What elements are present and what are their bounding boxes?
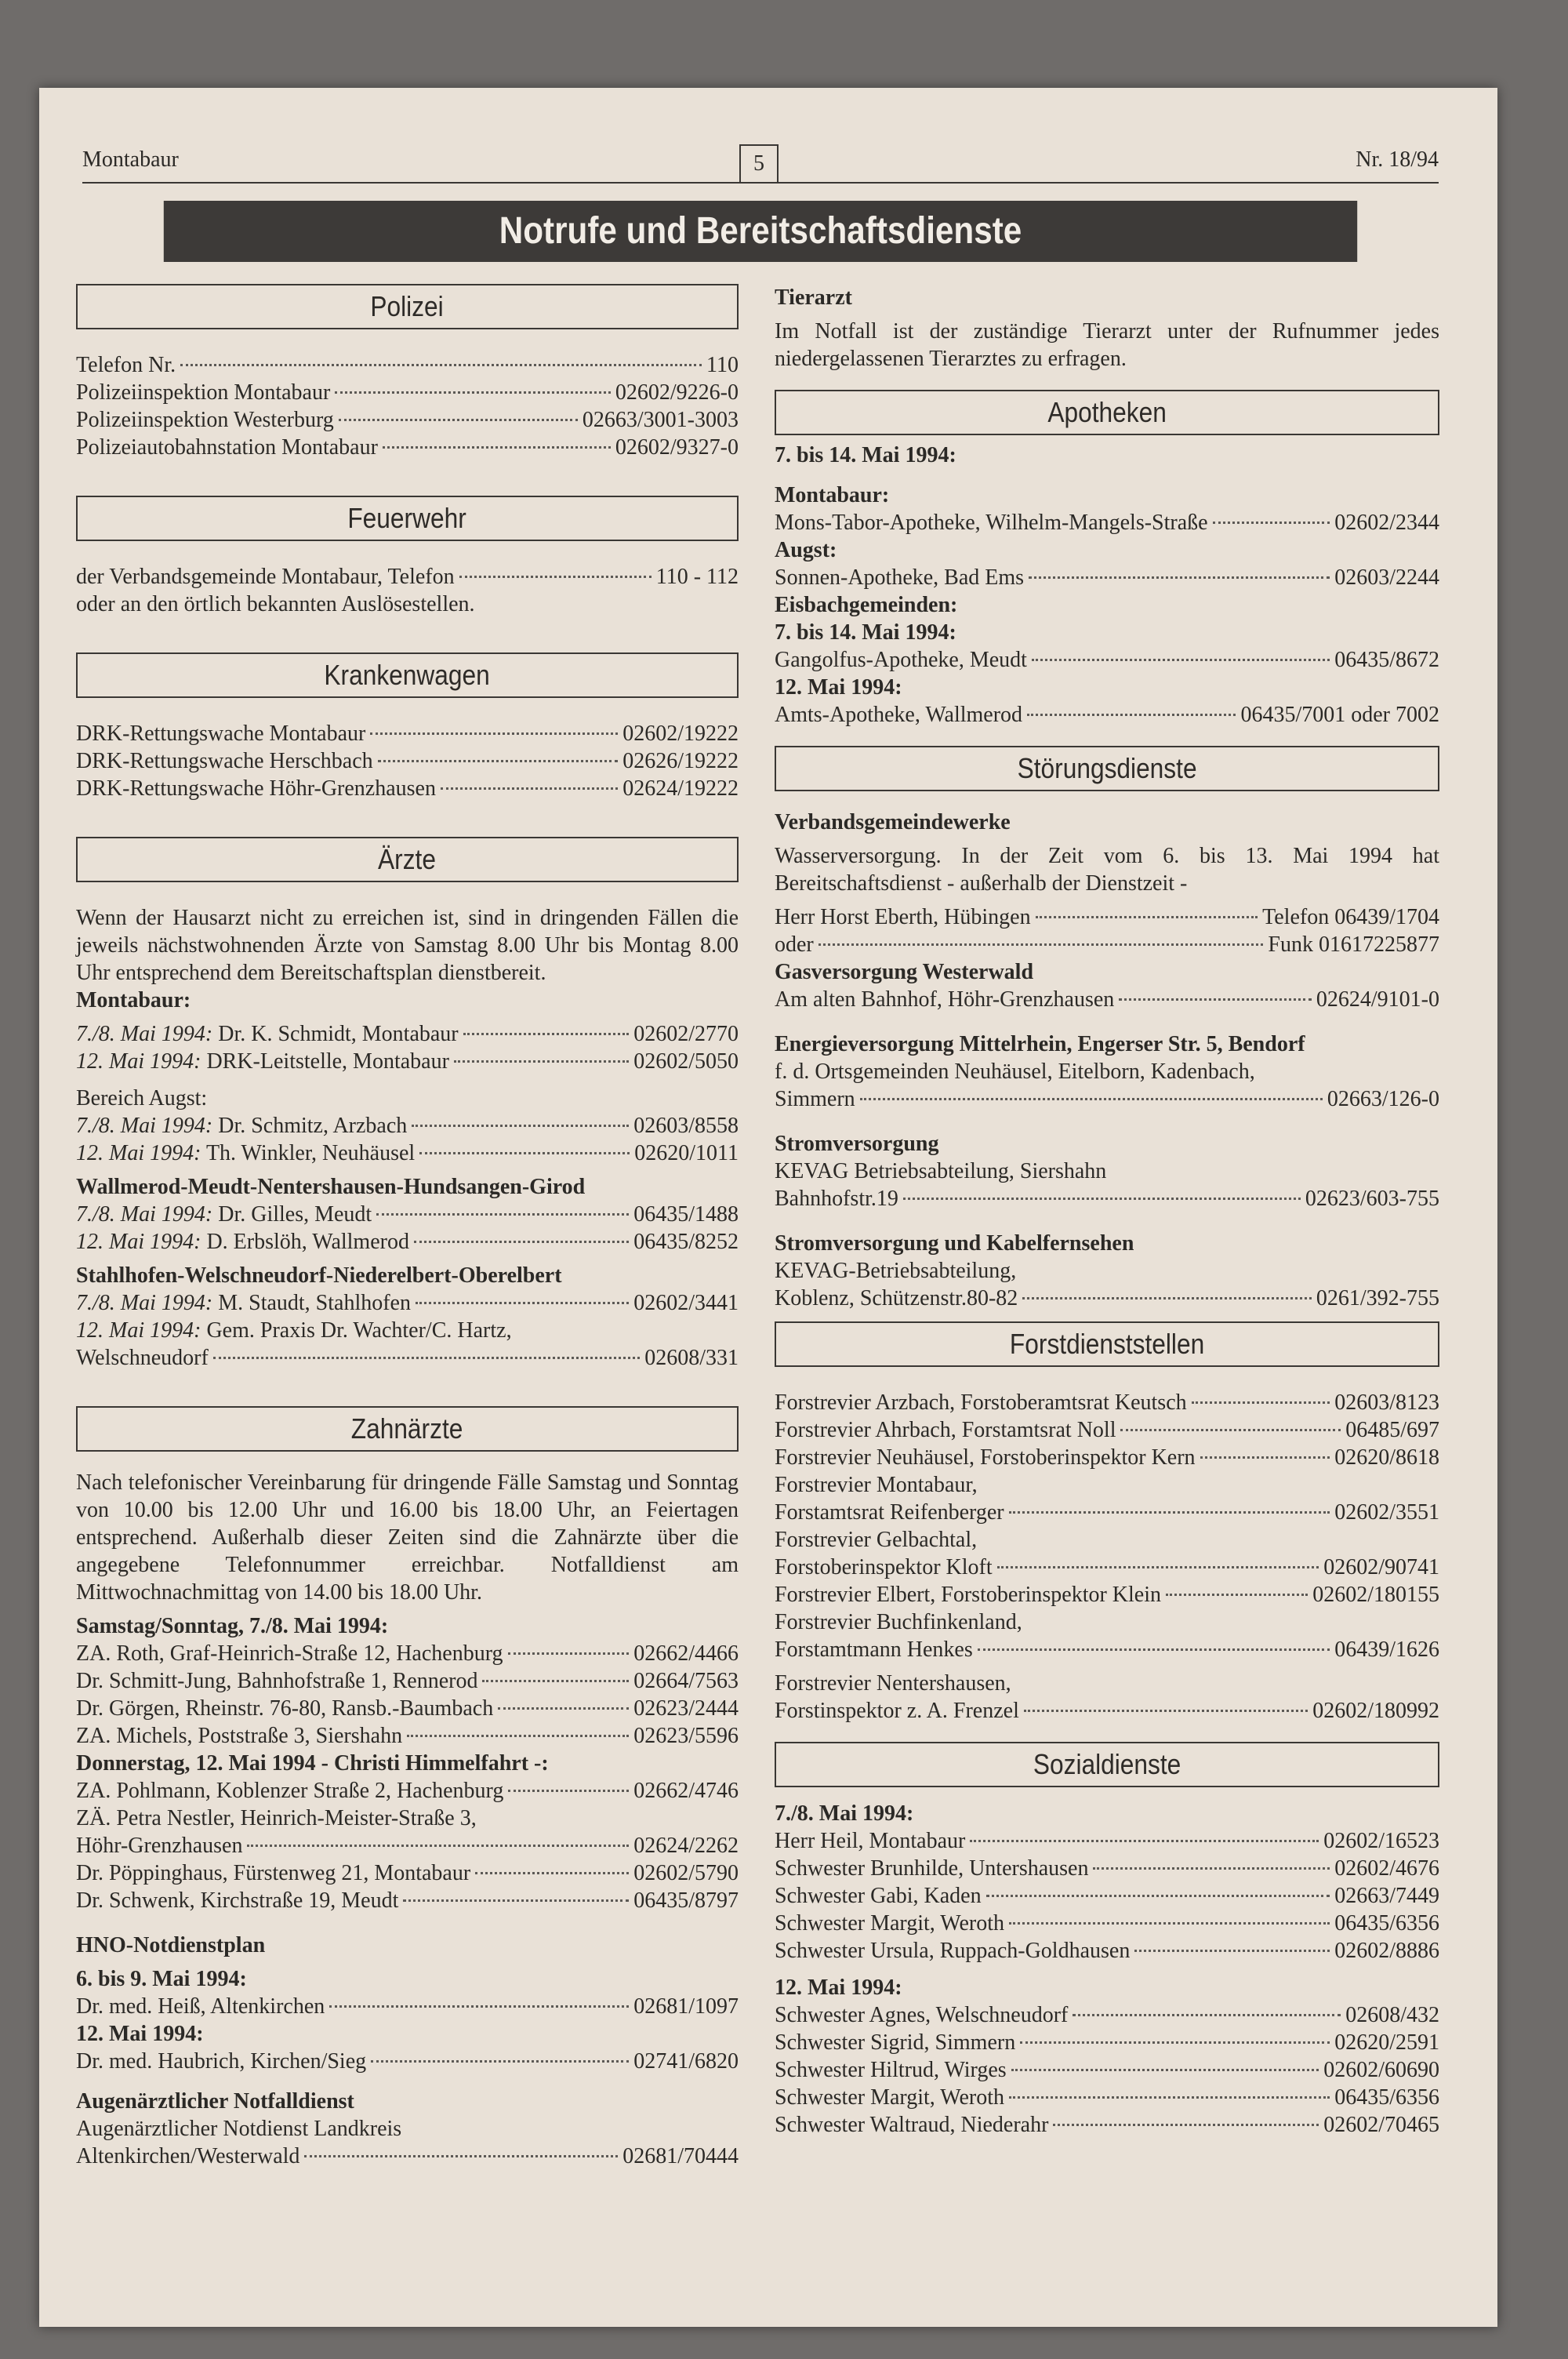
polizei-list xyxy=(76,351,739,461)
list-item: KEVAG-Betriebsabteilung, xyxy=(775,1259,1017,1283)
list-item: DRK-Rettungswache Höhr-Grenzhausen 02624/19222 xyxy=(76,776,739,801)
list-item: ZA. Roth, Graf-Heinrich-Straße 12, Hachenburg 02662/4466 xyxy=(76,1641,739,1666)
list-item: Dr. med. Haubrich, Kirchen/Sieg 02741/6820 xyxy=(76,2049,739,2074)
page-header xyxy=(82,147,1439,184)
list-item: 7./8. Mai 1994: M. Staudt, Stahlhofen 02602/3441 xyxy=(76,1291,739,1315)
group-heading: 12. Mai 1994: xyxy=(775,1976,902,2000)
list-item: Schwester Brunhilde, Untershausen 02602/4676 xyxy=(775,1856,1439,1881)
list-item: Schwester Hiltrud, Wirges 02602/60690 xyxy=(775,2058,1439,2082)
list-item: ZA. Pohlmann, Koblenzer Straße 2, Hachenburg 02662/4746 xyxy=(76,1779,739,1803)
group-heading: Eisbachgemeinden: xyxy=(775,593,958,617)
list-item: Forstrevier Arzbach, Forstoberamtsrat Keutsch 02603/8123 xyxy=(775,1390,1439,1415)
section-heading-forstdienststellen: Forstdienststellen xyxy=(775,1321,1439,1367)
group-heading: 7. bis 14. Mai 1994: xyxy=(775,443,956,467)
right-column xyxy=(775,284,1439,2139)
list-item: Schwester Gabi, Kaden 02663/7449 xyxy=(775,1884,1439,1908)
section-heading-zahnaerzte: Zahnärzte xyxy=(76,1406,739,1452)
list-item: Forstrevier Nentershausen, xyxy=(775,1671,1011,1696)
list-item: Amts-Apotheke, Wallmerod 06435/7001 oder 7002 xyxy=(775,703,1439,727)
list-item: 7./8. Mai 1994: Dr. K. Schmidt, Montabaur 02602/2770 xyxy=(76,1022,739,1046)
list-item: Forstrevier Buchfinkenland, xyxy=(775,1610,1022,1634)
list-item: Polizeiautobahnstation Montabaur 02602/9327-0 xyxy=(76,435,739,460)
list-item: 12. Mai 1994: D. Erbslöh, Wallmerod 06435/8252 xyxy=(76,1230,739,1254)
list-item: Sonnen-Apotheke, Bad Ems 02603/2244 xyxy=(775,565,1439,590)
list-item: Forstoberinspektor Kloft 02602/90741 xyxy=(775,1555,1439,1579)
group-heading: Augst: xyxy=(775,538,837,562)
list-item: Augenärztlicher Notdienst Landkreis xyxy=(76,2117,402,2141)
list-item: Forstrevier Ahrbach, Forstamtsrat Noll 06485/697 xyxy=(775,1418,1439,1442)
list-item: ZA. Michels, Poststraße 3, Siershahn 02623/5596 xyxy=(76,1724,739,1748)
zahnaerzte-intro: Nach telefonischer Vereinbarung für dringende Fälle Samstag und Sonntag von 10.00 bis 12.00 Uhr und 16.00 bis 18.00 Uhr, an Feiertagen entsprechend. Außerhalb dieser Zeiten sind die Zahnärzte über die angegebene Telefonnummer erreichbar. Notfalldienst am Mittwochnachmittag von 14.00 bis 18.00 Uhr. xyxy=(76,1470,739,1605)
feuerwehr-phone: der Verbandsgemeinde Montabaur, Telefon 110 - 112 xyxy=(76,565,739,589)
left-column xyxy=(76,284,739,2170)
group-heading: Stromversorgung und Kabelfernsehen xyxy=(775,1231,1134,1256)
list-item: Mons-Tabor-Apotheke, Wilhelm-Mangels-Straße 02602/2344 xyxy=(775,511,1439,535)
section-heading-sozialdienste: Sozialdienste xyxy=(775,1742,1439,1787)
list-item: Forstrevier Gelbachtal, xyxy=(775,1528,978,1552)
list-item: Forstinspektor z. A. Frenzel 02602/180992 xyxy=(775,1699,1439,1723)
section-heading-stoerungsdienste: Störungsdienste xyxy=(775,746,1439,791)
list-item: DRK-Rettungswache Herschbach 02626/19222 xyxy=(76,749,739,773)
list-item: Dr. Görgen, Rheinstr. 76-80, Ransb.-Baumbach 02623/2444 xyxy=(76,1696,739,1721)
list-item: 12. Mai 1994: DRK-Leitstelle, Montabaur 02602/5050 xyxy=(76,1049,739,1074)
list-item: 7./8. Mai 1994: Dr. Gilles, Meudt 06435/1488 xyxy=(76,1202,739,1227)
group-heading: 6. bis 9. Mai 1994: xyxy=(76,1967,247,1991)
list-item: Dr. Schwenk, Kirchstraße 19, Meudt 06435/8797 xyxy=(76,1888,739,1913)
list-item: Dr. Pöppinghaus, Fürstenweg 21, Montabaur 02602/5790 xyxy=(76,1861,739,1885)
list-item: oder Funk 01617225877 xyxy=(775,932,1439,957)
group-heading: Energieversorgung Mittelrhein, Engerser Str. 5, Bendorf xyxy=(775,1032,1305,1056)
group-heading: 12. Mai 1994: xyxy=(76,2022,204,2046)
list-item: Forstamtmann Henkes 06439/1626 xyxy=(775,1637,1439,1662)
list-item: Schwester Waltraud, Niederahr 02602/70465 xyxy=(775,2113,1439,2137)
list-item: Forstrevier Montabaur, xyxy=(775,1473,978,1497)
tierarzt-text: Im Notfall ist der zuständige Tierarzt unter der Rufnummer jedes niedergelassenen Tierarztes zu erfragen. xyxy=(775,319,1439,371)
group-heading: 7./8. Mai 1994: xyxy=(775,1801,914,1826)
list-item: 12. Mai 1994: Th. Winkler, Neuhäusel 02620/1011 xyxy=(76,1141,739,1165)
list-item: Forstrevier Elbert, Forstoberinspektor Klein 02602/180155 xyxy=(775,1583,1439,1607)
list-item: Dr. med. Heiß, Altenkirchen 02681/1097 xyxy=(76,1994,739,2019)
list-item: Forstamtsrat Reifenberger 02602/3551 xyxy=(775,1500,1439,1525)
list-item: Herr Heil, Montabaur 02602/16523 xyxy=(775,1829,1439,1853)
list-item: Schwester Margit, Weroth 06435/6356 xyxy=(775,2085,1439,2110)
aerzte-intro: Wenn der Hausarzt nicht zu erreichen ist, sind in dringenden Fällen die jeweils nächstwohnenden Ärzte von Samstag 8.00 Uhr bis Montag 8.00 Uhr entsprechend dem Bereitschaftsplan dienstbereit. xyxy=(76,906,739,985)
list-item: Koblenz, Schützenstr.80-82 0261/392-755 xyxy=(775,1286,1439,1310)
list-item: Schwester Sigrid, Simmern 02620/2591 xyxy=(775,2030,1439,2055)
list-item: Altenkirchen/Westerwald 02681/70444 xyxy=(76,2144,739,2168)
list-item: Welschneudorf 02608/331 xyxy=(76,1346,739,1370)
group-heading: Stahlhofen-Welschneudorf-Niederelbert-Oberelbert xyxy=(76,1263,562,1288)
group-heading: Montabaur: xyxy=(775,483,890,507)
header-town: Montabaur xyxy=(82,147,179,172)
section-heading-apotheken: Apotheken xyxy=(775,390,1439,435)
group-heading: Montabaur: xyxy=(76,988,191,1012)
list-item: Am alten Bahnhof, Höhr-Grenzhausen 02624/9101-0 xyxy=(775,987,1439,1012)
list-item: Polizeiinspektion Westerburg 02663/3001-3003 xyxy=(76,408,739,432)
list-item: 7./8. Mai 1994: Dr. Schmitz, Arzbach 02603/8558 xyxy=(76,1114,739,1138)
group-heading: 7. bis 14. Mai 1994: xyxy=(775,620,956,645)
list-item: Höhr-Grenzhausen 02624/2262 xyxy=(76,1834,739,1858)
list-item: Wasserversorgung. In der Zeit vom 6. bis 13. Mai 1994 hat Bereitschaftsdienst - außerhalb der Dienstzeit - xyxy=(775,844,1439,896)
list-item: 12. Mai 1994: Gem. Praxis Dr. Wachter/C. Hartz, xyxy=(76,1318,512,1343)
section-heading-aerzte: Ärzte xyxy=(76,837,739,882)
list-item: ZÄ. Petra Nestler, Heinrich-Meister-Straße 3, xyxy=(76,1806,477,1830)
group-heading: Donnerstag, 12. Mai 1994 - Christi Himmelfahrt -: xyxy=(76,1751,549,1776)
page-number: 5 xyxy=(739,144,779,184)
tierarzt-heading: Tierarzt xyxy=(775,285,852,310)
list-item: KEVAG Betriebsabteilung, Siershahn xyxy=(775,1159,1107,1183)
group-heading: Wallmerod-Meudt-Nentershausen-Hundsangen-Girod xyxy=(76,1175,586,1199)
issue-number: Nr. 18/94 xyxy=(1356,147,1439,172)
section-heading-feuerwehr: Feuerwehr xyxy=(76,496,739,541)
group-heading: Stromversorgung xyxy=(775,1132,939,1156)
group-heading: Verbandsgemeindewerke xyxy=(775,810,1011,834)
list-item: Schwester Agnes, Welschneudorf 02608/432 xyxy=(775,2003,1439,2027)
list-item: Gangolfus-Apotheke, Meudt 06435/8672 xyxy=(775,648,1439,672)
group-heading: Bereich Augst: xyxy=(76,1086,208,1110)
list-item: Schwester Ursula, Ruppach-Goldhausen 02602/8886 xyxy=(775,1939,1439,1963)
group-heading: 12. Mai 1994: xyxy=(775,675,902,700)
list-item: Bahnhofstr.19 02623/603-755 xyxy=(775,1187,1439,1211)
list-item: Herr Horst Eberth, Hübingen Telefon 06439/1704 xyxy=(775,905,1439,929)
augen-heading: Augenärztlicher Notfalldienst xyxy=(76,2089,354,2114)
list-item: Polizeiinspektion Montabaur 02602/9226-0 xyxy=(76,380,739,405)
hno-heading: HNO-Notdienstplan xyxy=(76,1933,266,1957)
group-heading: Gasversorgung Westerwald xyxy=(775,960,1034,984)
section-heading-polizei: Polizei xyxy=(76,284,739,329)
feuerwehr-note: oder an den örtlich bekannten Auslösestellen. xyxy=(76,592,475,616)
group-heading: Samstag/Sonntag, 7./8. Mai 1994: xyxy=(76,1614,389,1638)
list-item: Dr. Schmitt-Jung, Bahnhofstraße 1, Rennerod 02664/7563 xyxy=(76,1669,739,1693)
page-title: Notrufe und Bereitschaftsdienste xyxy=(164,201,1357,262)
list-item: DRK-Rettungswache Montabaur 02602/19222 xyxy=(76,722,739,746)
list-item: Simmern 02663/126-0 xyxy=(775,1087,1439,1111)
section-heading-krankenwagen: Krankenwagen xyxy=(76,652,739,698)
list-item: Schwester Margit, Weroth 06435/6356 xyxy=(775,1911,1439,1936)
list-item: Telefon Nr. 110 xyxy=(76,353,739,377)
list-item: f. d. Ortsgemeinden Neuhäusel, Eitelborn, Kadenbach, xyxy=(775,1060,1255,1084)
list-item: Forstrevier Neuhäusel, Forstoberinspektor Kern 02620/8618 xyxy=(775,1445,1439,1470)
